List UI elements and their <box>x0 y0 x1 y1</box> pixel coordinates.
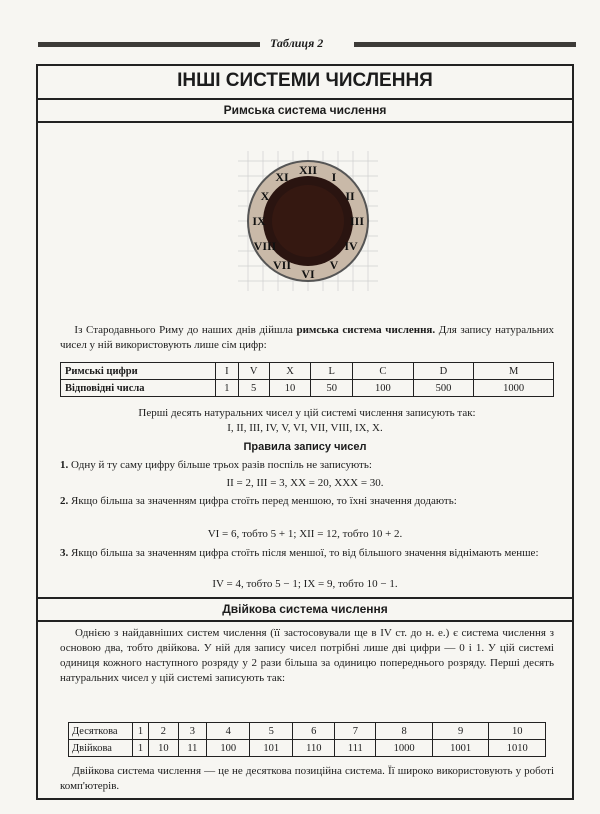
table-row-label: Двійкова <box>69 740 133 757</box>
table-row-label: Десяткова <box>69 723 133 740</box>
clock-numeral: VIII <box>253 239 277 253</box>
clock-numeral: IX <box>252 214 266 228</box>
divider <box>38 597 572 599</box>
divider <box>38 98 572 100</box>
first-ten-roman: I, II, III, IV, V, VI, VII, VIII, IX, X. <box>227 422 383 434</box>
roman-intro: Із Стародавнього Риму до наших днів дійшла римська система числення. Для запису натуральних чисел у ній використовують лише сім цифр: <box>60 324 554 351</box>
table-row-label: Відповідні числа <box>61 380 216 397</box>
divider <box>38 121 572 123</box>
clock-numeral: V <box>329 258 339 272</box>
clock-numeral: VII <box>272 258 292 272</box>
binary-paragraph: Однією з найдавніших систем числення (її застосовували ще в IV ст. до н. е.) є система числення з основою два, тобто двійкова. У ній для запису чисел потрібні лише дві цифри — 0 і 1. У цій системі одиниця кожного наступного розряду у 2 рази більша за одиницю попереднього розряду. Перші десять натуральних чисел у цій системі записують так: <box>60 627 554 684</box>
header-rule-left <box>38 42 260 47</box>
binary-table: Десяткова 1 2 3 4 5 6 7 8 9 10 Двійкова 1 10 11 100 101 110 111 1000 1001 1010 <box>68 722 546 757</box>
rule-3-example: IV = 4, тобто 5 − 1; IX = 9, тобто 10 − 1. <box>212 578 398 590</box>
clock-numeral: III <box>349 214 365 228</box>
divider <box>38 620 572 622</box>
clock-numeral: VI <box>301 267 315 281</box>
roman-digits-table: Римські цифри I V X L C D M Відповідні числа 1 5 10 50 100 500 1000 <box>60 362 554 397</box>
content-frame <box>36 64 574 800</box>
rule-2-example: VI = 6, тобто 5 + 1; XII = 12, тобто 10 + 2. <box>207 528 403 540</box>
clock-numeral: IV <box>344 239 358 253</box>
table-row-label: Римські цифри <box>61 363 216 380</box>
clock-numeral: XI <box>275 170 289 184</box>
rule-2: 2. Якщо більша за значенням цифра стоїть перед меншою, то їхні значення додають: <box>60 495 457 507</box>
clock-numeral: II <box>345 189 355 203</box>
rules-title: Правила запису чисел <box>243 441 367 453</box>
roman-clock-illustration <box>233 146 383 296</box>
page-title: ІНШІ СИСТЕМИ ЧИСЛЕННЯ <box>177 70 433 91</box>
clock-numeral: X <box>260 189 270 203</box>
header-rule-right <box>354 42 576 47</box>
section-title-binary: Двійкова система числення <box>222 602 388 616</box>
clock-numeral: I <box>331 170 337 184</box>
section-title-roman: Римська система числення <box>223 103 387 117</box>
rule-3: 3. Якщо більша за значенням цифра стоїть після меншої, то від більшого значення віднімають менше: <box>60 547 539 559</box>
rule-1-example: II = 2, III = 3, XX = 20, XXX = 30. <box>226 477 384 489</box>
rule-1: 1. Одну й ту саму цифру більше трьох разів поспіль не записують: <box>60 459 372 471</box>
table-label: Таблиця 2 <box>270 36 324 50</box>
first-ten-text: Перші десять натуральних чисел у цій системі числення записують так: <box>138 407 476 419</box>
clock-numeral: XII <box>298 163 318 177</box>
binary-outro: Двійкова система числення — це не десяткова позиційна система. Її широко використовують у роботі комп'ютерів. <box>60 765 554 792</box>
